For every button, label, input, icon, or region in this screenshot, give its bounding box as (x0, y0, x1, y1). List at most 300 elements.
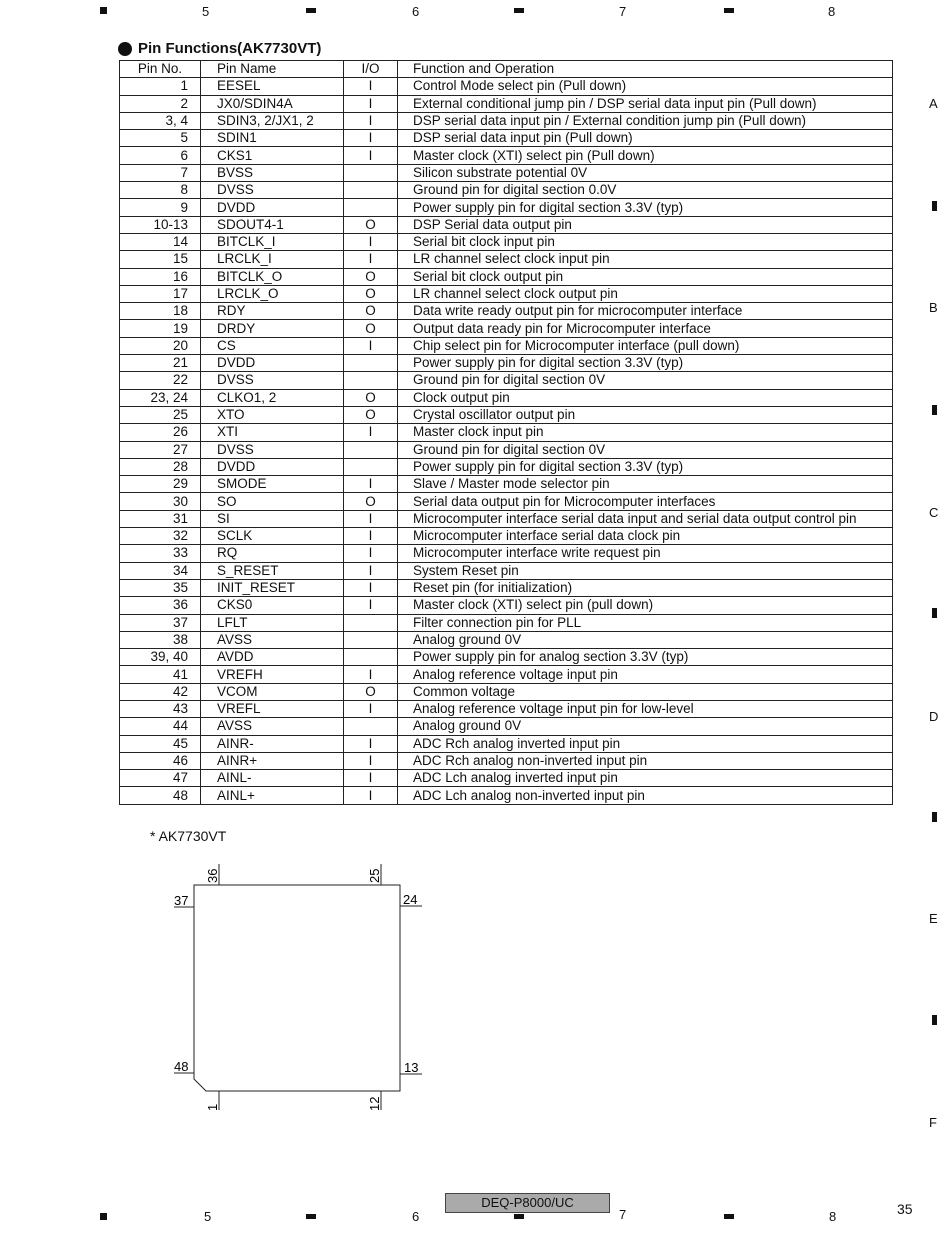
pin-number-cell-text: 32 (172, 528, 188, 544)
table-row (120, 476, 893, 493)
pin-name-cell-text: SMODE (217, 476, 267, 492)
pin-number-cell-text: 39, 40 (150, 649, 188, 665)
pin-function-cell (398, 752, 893, 769)
pin-function-cell (398, 787, 893, 804)
pin-number-cell-text: 16 (172, 268, 188, 284)
pin-number-cell-text: 34 (172, 562, 188, 578)
pin-function-cell-text: Master clock (XTI) select pin (Pull down) (413, 147, 655, 163)
pin-function-cell (398, 233, 893, 250)
pin-name-cell (201, 355, 344, 372)
pin-number-cell (120, 597, 201, 614)
pin-function-cell-text: Analog ground 0V (413, 631, 522, 647)
pin-name-cell-text: $\overline{CS}$ (217, 337, 236, 353)
pin-number-cell (120, 528, 201, 545)
pin-label-25: 25 (367, 868, 382, 883)
pin-number-cell (120, 95, 201, 112)
table-row (120, 372, 893, 389)
table-row (120, 649, 893, 666)
pin-io-cell (344, 718, 398, 735)
pin-name-cell-text: JX0/SDIN4A (217, 95, 293, 111)
pin-number-cell (120, 372, 201, 389)
grid-side-d: D (929, 709, 939, 724)
pin-function-cell (398, 614, 893, 631)
pin-name-cell-text: VREFH (217, 666, 263, 682)
pin-io-cell (344, 441, 398, 458)
pin-number-cell-text: 3, 4 (165, 113, 188, 129)
pin-function-cell (398, 631, 893, 648)
pin-function-cell (398, 562, 893, 579)
pin-name-cell (201, 770, 344, 787)
pin-function-cell-text: DSP Serial data output pin (413, 216, 572, 232)
table-row (120, 164, 893, 181)
table-row (120, 735, 893, 752)
pin-number-cell-text: 17 (172, 286, 188, 301)
pin-function-cell-text: ADC Lch analog non-inverted input pin (413, 787, 645, 803)
table-row (120, 406, 893, 423)
pin-io-cell-text: O (365, 286, 376, 301)
grid-side-c: C (929, 505, 939, 520)
pin-function-cell-text: Master clock (XTI) select pin (pull down) (413, 597, 654, 613)
pin-label-13: 13 (404, 1060, 419, 1075)
pin-name-cell-text: AINL- (217, 770, 252, 786)
pin-number-cell-text: 30 (172, 493, 188, 509)
pin-name-cell-text: DVSS (217, 372, 254, 388)
pin-io-cell-text: I (368, 251, 373, 267)
pin-function-cell (398, 406, 893, 423)
pin-io-cell (344, 216, 398, 233)
pin-function-cell-text: ADC Rch analog inverted input pin (413, 735, 621, 751)
model-number-box: DEQ-P8000/UC (445, 1193, 610, 1213)
pin-io-cell (344, 666, 398, 683)
pin-name-cell-text: SDIN1 (217, 130, 257, 146)
pin-io-cell (344, 700, 398, 717)
table-row (120, 182, 893, 199)
pin-io-cell (344, 683, 398, 700)
pin-number-cell (120, 493, 201, 510)
pin-number-cell-text: 37 (172, 614, 188, 630)
pin-name-cell (201, 735, 344, 752)
pin-function-cell-text: Ground pin for digital section 0V (413, 441, 606, 457)
pin-number-cell-text: 26 (172, 424, 188, 440)
pin-number-cell-text: 45 (172, 735, 188, 751)
pin-io-cell-text: I (368, 701, 373, 717)
pin-number-cell (120, 389, 201, 406)
grid-side-bar (932, 201, 937, 211)
pin-name-cell (201, 406, 344, 423)
pin-io-cell (344, 493, 398, 510)
pin-function-cell-text: System Reset pin (413, 562, 519, 578)
pin-name-cell (201, 614, 344, 631)
pin-function-cell (398, 666, 893, 683)
grid-side-e: E (929, 911, 938, 926)
pin-number-cell (120, 649, 201, 666)
pin-number-cell (120, 545, 201, 562)
pin-name-cell-text: EESEL (217, 78, 261, 94)
pin-io-cell-text: I (368, 666, 373, 682)
pin-label-12: 12 (367, 1096, 382, 1111)
pin-number-cell-text: 47 (172, 770, 188, 786)
table-row (120, 787, 893, 804)
pin-function-cell-text: Ground pin for digital section 0.0V (413, 182, 617, 198)
pin-name-cell-text: BVSS (217, 164, 254, 180)
pin-io-cell-text: O (365, 493, 376, 509)
pin-number-cell (120, 182, 201, 199)
pin-function-cell (398, 597, 893, 614)
chip-outline (194, 885, 400, 1091)
pin-number-cell-text: 35 (172, 580, 188, 596)
pin-number-cell (120, 355, 201, 372)
pin-io-cell (344, 476, 398, 493)
bullet-icon (118, 42, 132, 56)
grid-top-7: 7 (619, 4, 627, 19)
grid-bar-mark (724, 8, 734, 13)
pin-function-cell-text: ADC Lch analog inverted input pin (413, 770, 618, 786)
pin-name-cell-text: XTI (217, 424, 239, 440)
pin-io-cell (344, 355, 398, 372)
pin-io-cell-text: I (368, 510, 373, 526)
pin-number-cell-text: 36 (172, 597, 188, 613)
pin-name-cell-text: BITCLK_I (217, 234, 276, 250)
pin-name-cell (201, 199, 344, 216)
pin-number-cell (120, 562, 201, 579)
pin-number-cell (120, 631, 201, 648)
table-row (120, 337, 893, 354)
pin-name-cell (201, 579, 344, 596)
pin-name-cell (201, 787, 344, 804)
pin-io-cell (344, 303, 398, 320)
pin-name-cell (201, 597, 344, 614)
pin-io-cell (344, 182, 398, 199)
pin-io-cell-text: I (368, 476, 373, 492)
pin-name-cell (201, 233, 344, 250)
table-row (120, 389, 893, 406)
pin-io-cell (344, 372, 398, 389)
pin-name-cell-text: AINL+ (217, 787, 255, 803)
pin-name-cell-text: LFLT (217, 614, 248, 630)
pin-name-cell-text: LRCLK_O (217, 286, 279, 301)
grid-top-6: 6 (412, 4, 420, 19)
pin-function-cell (398, 441, 893, 458)
pin-number-cell (120, 579, 201, 596)
pin-name-cell (201, 562, 344, 579)
pin-io-cell-text: I (368, 770, 373, 786)
pin-io-cell (344, 424, 398, 441)
pin-io-cell-text: I (368, 597, 373, 613)
pin-name-cell-text: DVDD (217, 458, 256, 474)
pin-function-cell-text: Analog reference voltage input pin (413, 666, 618, 682)
pin-name-cell (201, 700, 344, 717)
pin-name-cell (201, 147, 344, 164)
pin-number-cell (120, 199, 201, 216)
pin-io-cell-text: O (365, 683, 376, 699)
pin-number-cell (120, 147, 201, 164)
pin-function-cell (398, 285, 893, 302)
pin-io-cell (344, 233, 398, 250)
pin-function-cell-text: Microcomputer interface serial data input and serial data output control pin (413, 510, 857, 526)
table-row (120, 268, 893, 285)
pin-io-cell (344, 389, 398, 406)
pin-function-cell-text: Filter connection pin for PLL (413, 614, 582, 630)
pin-name-cell-text: VCOM (217, 683, 258, 699)
pin-number-cell-text: 8 (180, 182, 188, 198)
pin-number-cell-text: 29 (172, 476, 188, 492)
pin-number-cell (120, 164, 201, 181)
pin-number-cell-text: 20 (172, 337, 188, 353)
grid-side-bar (932, 1015, 937, 1025)
table-row (120, 233, 893, 250)
pin-number-cell-text: 28 (172, 458, 188, 474)
pin-function-cell-text: Power supply pin for digital section 3.3V (typ) (413, 199, 684, 215)
pin-io-cell (344, 147, 398, 164)
pin-name-cell (201, 320, 344, 337)
grid-side-a: A (929, 96, 938, 111)
chip-note: * AK7730VT (150, 828, 227, 844)
pin-name-cell-text: DVDD (217, 355, 256, 371)
pin-name-cell-text: DRDY (217, 320, 256, 336)
pin-number-cell-text: 43 (172, 701, 188, 717)
pin-name-cell-text: INIT_RESET (217, 580, 296, 596)
pin-function-cell (398, 130, 893, 147)
pin-number-cell-text: 31 (172, 510, 188, 526)
pin-name-cell-text: DVSS (217, 441, 254, 457)
table-row (120, 355, 893, 372)
pin-function-cell-text: Control Mode select pin (Pull down) (413, 78, 627, 94)
pin-function-cell (398, 493, 893, 510)
pin-io-cell (344, 285, 398, 302)
pin-label-36: 36 (205, 868, 220, 883)
pin-number-cell-text: 5 (180, 130, 188, 146)
table-row (120, 320, 893, 337)
pin-name-cell (201, 528, 344, 545)
pin-number-cell-text: 48 (172, 787, 188, 803)
pin-io-cell-text: O (365, 216, 376, 232)
pin-function-cell-text: Silicon substrate potential 0V (413, 164, 588, 180)
pin-number-cell (120, 718, 201, 735)
pin-io-cell (344, 752, 398, 769)
grid-side-b: B (929, 300, 938, 315)
pin-function-cell-text: Power supply pin for digital section 3.3V (typ) (413, 355, 684, 371)
pin-io-cell-text: I (368, 735, 373, 751)
pin-io-cell (344, 406, 398, 423)
grid-bar-mark (514, 1214, 524, 1219)
pin-function-cell (398, 649, 893, 666)
pin-io-cell-text: I (368, 95, 373, 111)
pin-number-cell (120, 233, 201, 250)
pin-number-cell-text: 21 (172, 355, 188, 371)
pin-name-cell-text: AVSS (217, 718, 253, 734)
pin-function-cell (398, 700, 893, 717)
pin-function-cell (398, 147, 893, 164)
pin-io-cell-text: I (368, 528, 373, 544)
pin-io-cell (344, 528, 398, 545)
pin-number-cell-text: 42 (172, 683, 188, 699)
pin-io-cell (344, 787, 398, 804)
pin-function-cell (398, 112, 893, 129)
pin-functions-table (119, 60, 893, 805)
table-row (120, 770, 893, 787)
pin-function-cell-text: ADC Rch analog non-inverted input pin (413, 753, 648, 769)
pin-number-cell-text: 46 (172, 753, 188, 769)
pin-number-cell (120, 112, 201, 129)
pin-io-cell-text: I (368, 337, 373, 353)
grid-bottom-8: 8 (829, 1209, 837, 1224)
pin-name-cell-text: SDIN3, 2/JX1, 2 (217, 113, 314, 129)
pin-number-cell (120, 441, 201, 458)
table-row (120, 130, 893, 147)
grid-bottom-7: 7 (619, 1207, 627, 1222)
pin-function-cell (398, 683, 893, 700)
pin-number-cell-text: 41 (172, 666, 188, 682)
pin-number-cell-text: 6 (180, 147, 188, 163)
pin-name-cell (201, 493, 344, 510)
table-row (120, 718, 893, 735)
pin-name-cell (201, 545, 344, 562)
pin-function-cell (398, 355, 893, 372)
pin-function-cell-text: Crystal oscillator output pin (413, 407, 576, 423)
table-row (120, 147, 893, 164)
header-pin-name: Pin Name (201, 61, 344, 78)
pin-name-cell (201, 182, 344, 199)
table-row (120, 78, 893, 95)
pin-function-cell-text: Clock output pin (413, 389, 510, 405)
pin-number-cell (120, 130, 201, 147)
pin-name-cell (201, 458, 344, 475)
pin-function-cell-text: Analog reference voltage input pin for low-level (413, 701, 694, 717)
grid-square-mark (100, 1213, 107, 1220)
pin-name-cell-text: CLKO1, 2 (217, 389, 277, 405)
pin-io-cell (344, 164, 398, 181)
pin-function-cell-text: Serial bit clock output pin (413, 268, 564, 284)
pin-number-cell-text: 44 (172, 718, 188, 734)
pin-name-cell-text: BITCLK_O (217, 268, 283, 284)
table-row (120, 700, 893, 717)
pin-number-cell-text: 15 (172, 251, 188, 267)
pin-name-cell-text: VREFL (217, 701, 261, 717)
pin-io-cell-text: I (368, 753, 373, 769)
pin-number-cell (120, 735, 201, 752)
pin-number-cell (120, 406, 201, 423)
pin-label-24: 24 (403, 892, 418, 907)
pin-name-cell (201, 130, 344, 147)
pin-number-cell-text: 7 (180, 164, 188, 180)
section-title (118, 40, 321, 57)
pin-name-cell-text: SO (217, 493, 237, 509)
pin-number-cell (120, 268, 201, 285)
pin-function-cell-text: DSP serial data input pin / External condition jump pin (Pull down) (413, 113, 806, 129)
header-pin-no: Pin No. (120, 61, 201, 78)
pin-io-cell (344, 631, 398, 648)
pin-number-cell (120, 216, 201, 233)
grid-bar-mark (724, 1214, 734, 1219)
pin-io-cell-text: O (365, 389, 376, 405)
pin-io-cell (344, 458, 398, 475)
pin-number-cell (120, 700, 201, 717)
pin-number-cell (120, 510, 201, 527)
grid-side-bar (932, 608, 937, 618)
pin-io-cell-text: O (365, 268, 376, 284)
pin-name-cell-text: CKS0 (217, 597, 253, 613)
table-row (120, 631, 893, 648)
table-row (120, 441, 893, 458)
pin-io-cell-text: I (368, 545, 373, 561)
pin-io-cell (344, 562, 398, 579)
pin-function-cell-text: DSP serial data input pin (Pull down) (413, 130, 633, 146)
table-row (120, 752, 893, 769)
pin-io-cell-text: O (365, 320, 376, 336)
pin-function-cell-text: Master clock input pin (413, 424, 544, 440)
pin-io-cell-text: I (368, 787, 373, 803)
pin-number-cell-text: 38 (172, 631, 188, 647)
pin-function-cell (398, 476, 893, 493)
pin-function-cell (398, 268, 893, 285)
pin-number-cell-text: 2 (180, 95, 188, 111)
pin-io-cell (344, 78, 398, 95)
pin-io-cell (344, 545, 398, 562)
grid-side-bar (932, 812, 937, 822)
pin-name-cell-text: RDY (217, 303, 246, 319)
table-row (120, 579, 893, 596)
pin-number-cell-text: 18 (172, 303, 188, 319)
chip-package-diagram (160, 860, 440, 1120)
pin-number-cell-text: 14 (172, 234, 188, 250)
table-row (120, 510, 893, 527)
pin-io-cell (344, 510, 398, 527)
pin-function-cell (398, 372, 893, 389)
pin-io-cell-text: I (368, 424, 373, 440)
pin-io-cell (344, 130, 398, 147)
pin-io-cell-text: I (368, 580, 373, 596)
pin-function-cell (398, 458, 893, 475)
pin-name-cell-text: SCLK (217, 528, 253, 544)
pin-name-cell (201, 251, 344, 268)
page-number: 35 (897, 1201, 913, 1217)
pin-name-cell (201, 78, 344, 95)
pin-function-cell (398, 164, 893, 181)
pin-number-cell (120, 320, 201, 337)
pin-number-cell-text: 22 (172, 372, 188, 388)
pin-io-cell (344, 337, 398, 354)
pin-name-cell-text: AVSS (217, 631, 253, 647)
pin-name-cell-text: DVSS (217, 182, 254, 198)
pin-io-cell (344, 770, 398, 787)
pin-name-cell (201, 476, 344, 493)
grid-bottom-5: 5 (204, 1209, 212, 1224)
pin-function-cell (398, 718, 893, 735)
pin-function-cell (398, 95, 893, 112)
table-row (120, 528, 893, 545)
pin-name-cell-text: CKS1 (217, 147, 253, 163)
table-row (120, 95, 893, 112)
pin-io-cell (344, 320, 398, 337)
pin-number-cell (120, 752, 201, 769)
pin-io-cell (344, 268, 398, 285)
pin-function-cell (398, 528, 893, 545)
pin-name-cell (201, 441, 344, 458)
pin-name-cell-text: LRCLK_I (217, 251, 272, 267)
pin-function-cell (398, 770, 893, 787)
pin-name-cell-text: SDOUT4-1 (217, 216, 284, 232)
pin-name-cell-text: AINR+ (217, 753, 258, 769)
pin-label-48: 48 (174, 1059, 189, 1074)
grid-square-mark (100, 7, 107, 14)
pin-name-cell (201, 424, 344, 441)
pin-function-cell-text: LR channel select clock output pin (413, 286, 618, 301)
pin-name-cell (201, 216, 344, 233)
pin-function-cell (398, 78, 893, 95)
pin-name-cell (201, 718, 344, 735)
pin-function-cell-text: Reset pin (for initialization) (413, 580, 573, 596)
pin-io-cell (344, 112, 398, 129)
